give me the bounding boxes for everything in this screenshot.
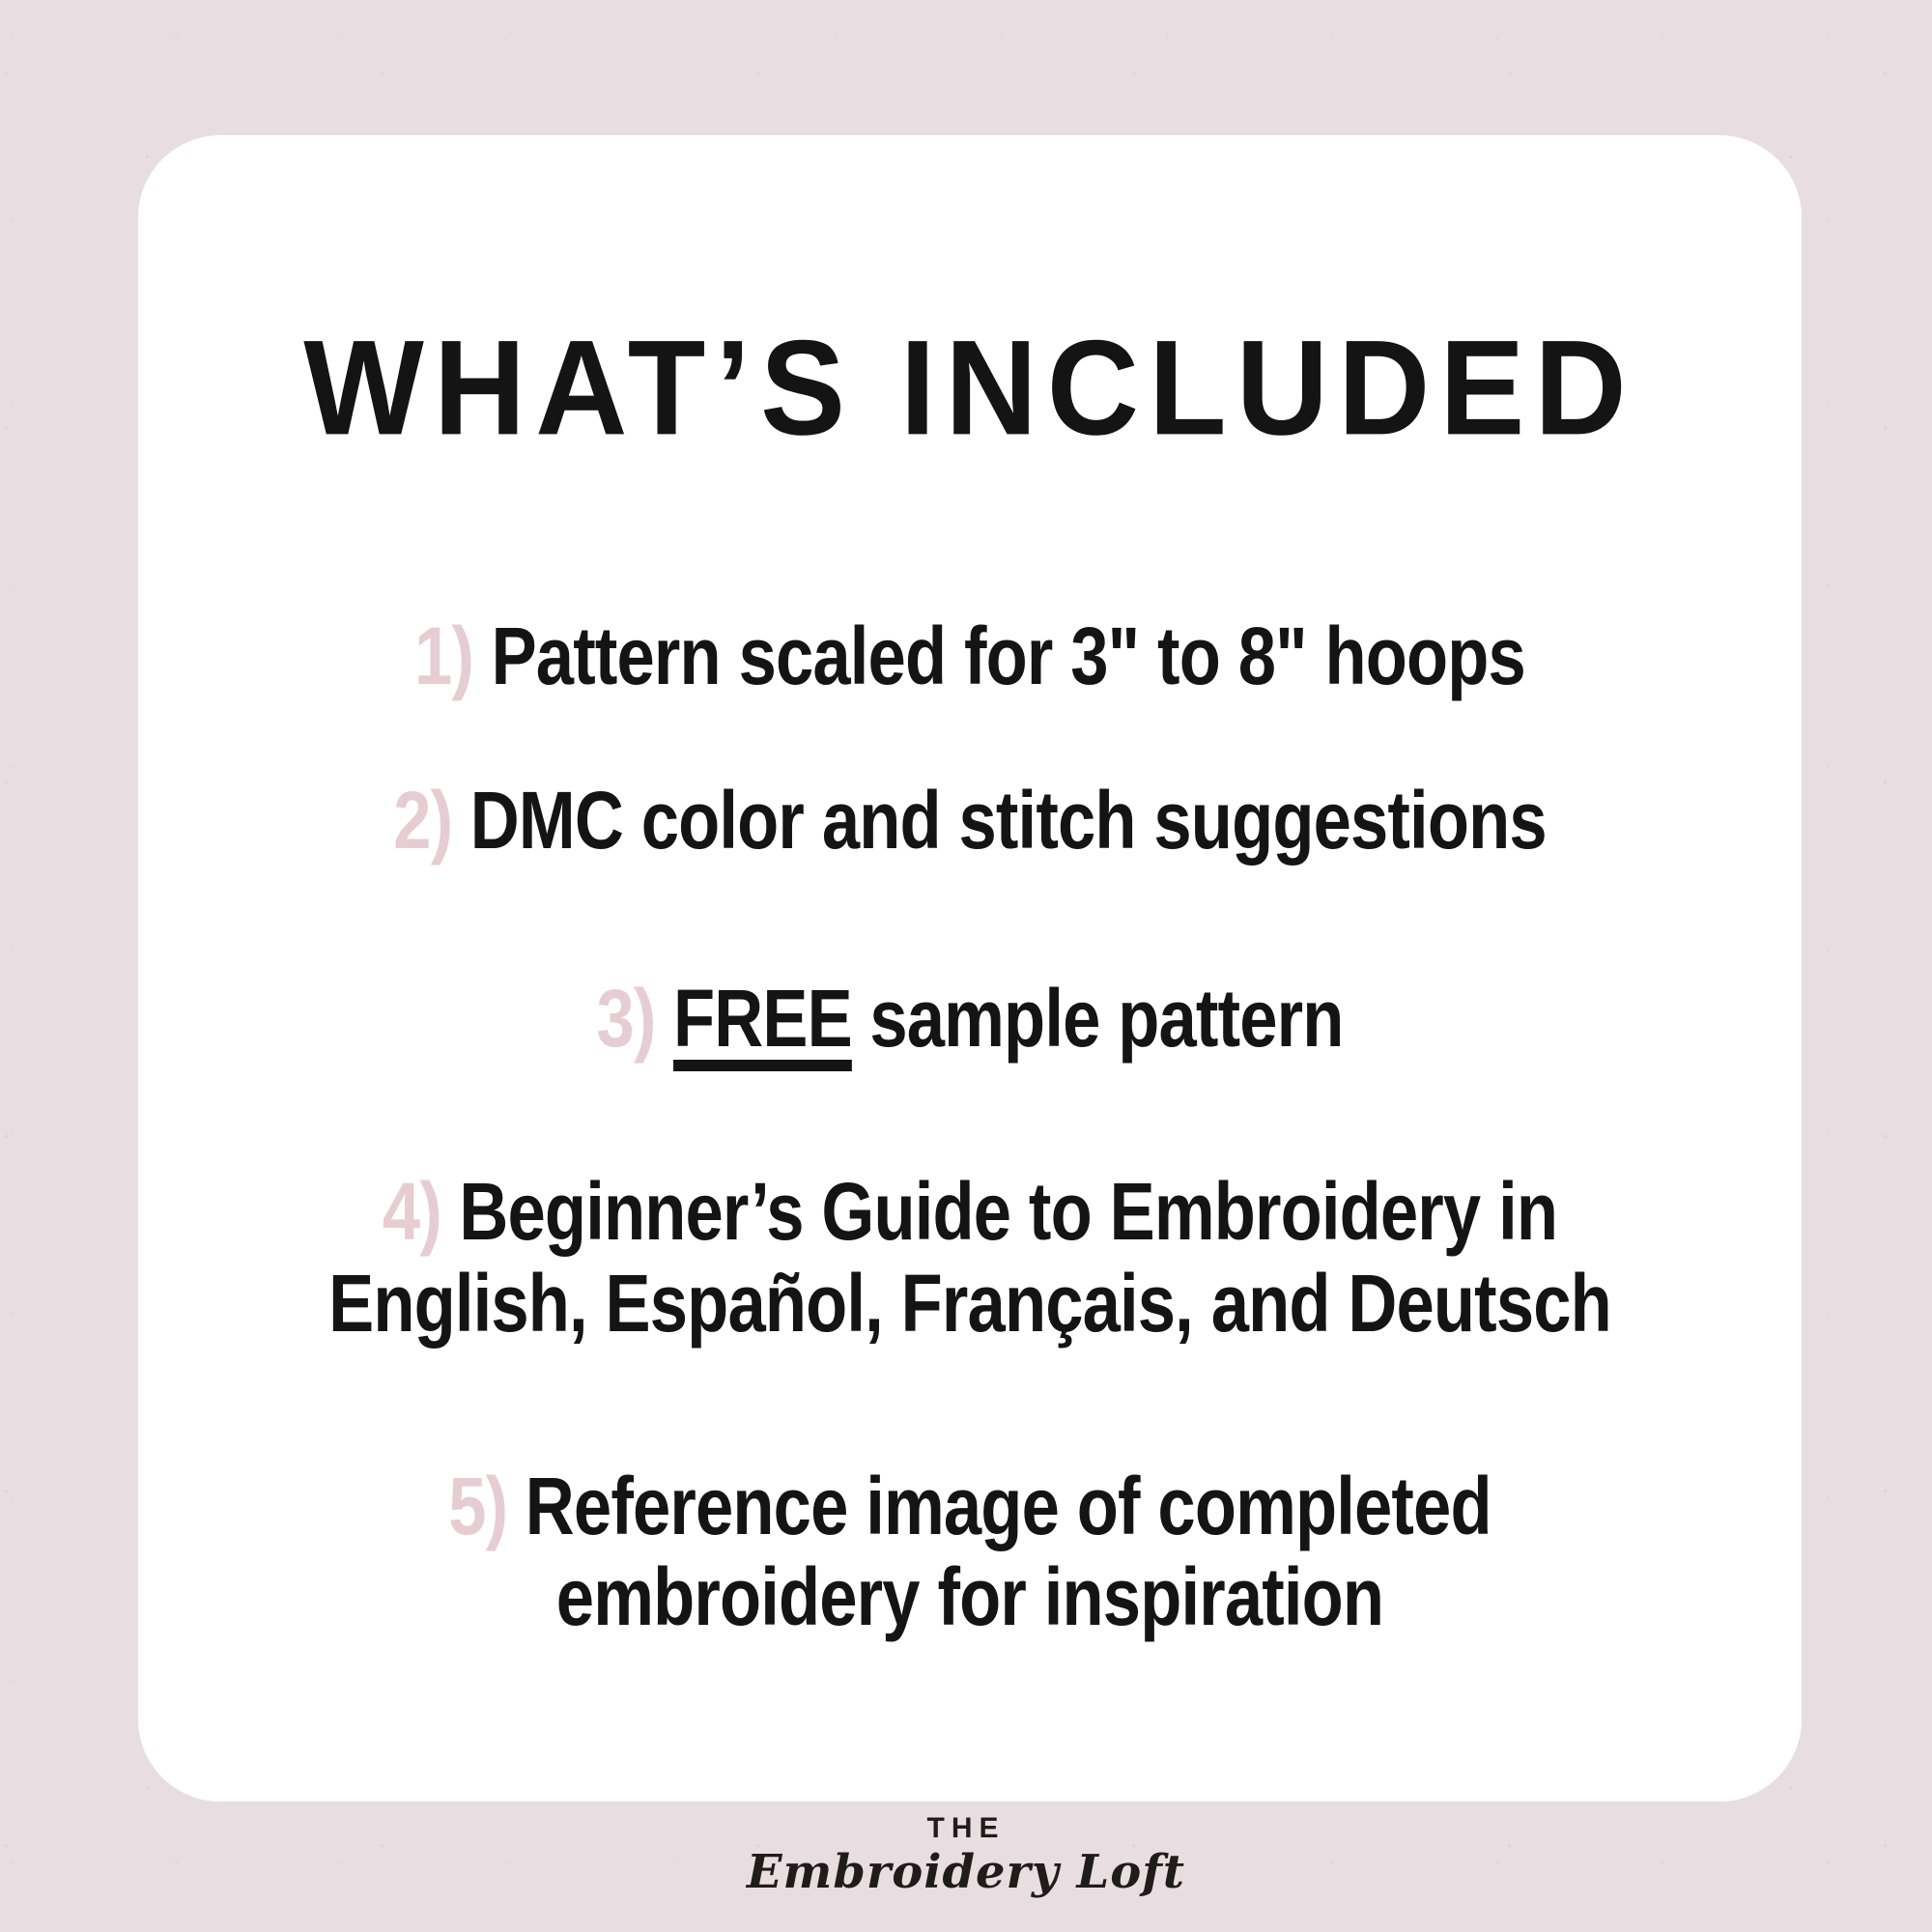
item-number: 2) — [393, 774, 453, 866]
brand-logo-name: Embroidery Loft — [746, 1845, 1186, 1899]
item-number: 3) — [596, 972, 656, 1064]
list-item-3 — [271, 973, 1668, 1065]
item-text: sample pattern — [869, 972, 1344, 1064]
item-number: 1) — [414, 611, 474, 701]
item-text: Reference image of completed — [525, 1460, 1492, 1551]
list-item-4 — [271, 1166, 1668, 1350]
list-item-line — [271, 775, 1668, 867]
list-item-5 — [271, 1461, 1668, 1644]
item-text: English, Español, Français, and Deutsch — [328, 1257, 1611, 1349]
item-number: 4) — [382, 1165, 441, 1257]
item-text-underlined: FREE — [673, 972, 852, 1064]
brand-logo — [0, 1814, 1932, 1898]
list-item-line — [271, 973, 1668, 1065]
list-item-1 — [271, 611, 1668, 702]
list-item-line — [271, 1551, 1668, 1643]
item-text: DMC color and stitch suggestions — [469, 774, 1547, 866]
item-number: 5) — [448, 1460, 508, 1551]
list-item-2 — [271, 775, 1668, 867]
list-item-line — [271, 1166, 1668, 1258]
item-text: Beginner’s Guide to Embroidery in — [459, 1165, 1558, 1257]
item-text: embroidery for inspiration — [555, 1551, 1384, 1643]
page-title: WHAT’S INCLUDED — [303, 312, 1636, 464]
item-text: Pattern scaled for 3" to 8" hoops — [491, 611, 1525, 701]
list-item-line — [271, 1258, 1668, 1350]
content-card — [138, 135, 1802, 1802]
list-item-line — [271, 611, 1668, 702]
list-item-line — [271, 1461, 1668, 1552]
brand-logo-the: THE — [926, 1812, 1006, 1844]
